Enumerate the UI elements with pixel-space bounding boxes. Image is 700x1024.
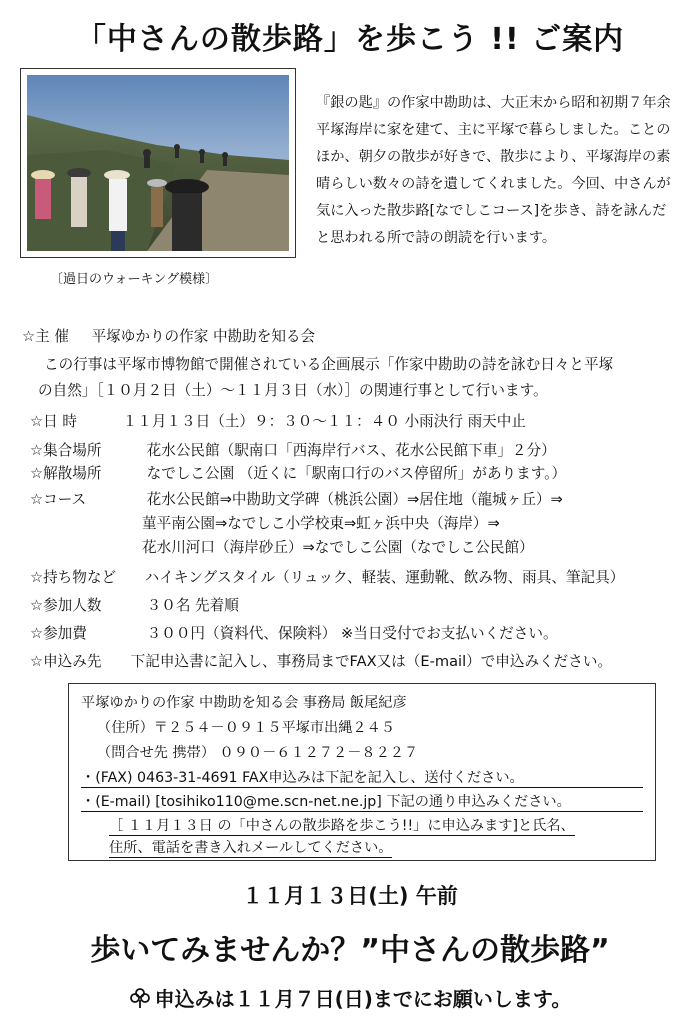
contact-office: 平塚ゆかりの作家 中勘助を知る会 事務局 飯尾紀彦 [81, 695, 407, 711]
page-title: 「中さんの散歩路」を歩こう !! ご案内 [75, 22, 625, 57]
course-line-2: 菫平南公園⇒なでしこ小学校東⇒虹ヶ浜中央（海岸）⇒ [142, 515, 500, 532]
walking-photo [20, 68, 296, 258]
participants-label: ☆参加人数 [30, 597, 102, 614]
schedule-label: ☆日 時 [30, 413, 77, 430]
contact-email-note-2: 住所、電話を書き入れメールしてください。 [109, 837, 392, 858]
course-line-3: 花水川河口（海岸砂丘）⇒なでしこ公園（なでしこ公民館） [142, 539, 534, 556]
course-label: ☆コース [30, 491, 87, 508]
contact-box [68, 683, 656, 861]
organizer-row [22, 327, 315, 347]
meeting-row [30, 441, 556, 461]
clover-icon [129, 987, 151, 1014]
meeting-label: ☆集合場所 [30, 442, 102, 459]
belongings-value: ハイキングスタイル（リュック、軽装、運動靴、飲み物、雨具、筆記具） [144, 569, 625, 586]
contact-phone: （問合せ先 携帯） ０９０－６１２７２－８２２７ [97, 745, 419, 761]
apply-row [30, 652, 612, 672]
belongings-label: ☆持ち物など [30, 569, 117, 586]
organizer-note-2: の自然」［１０月２日（土）～１１月３日（水）］の関連行事として行います。 [38, 382, 548, 399]
fee-label: ☆参加費 [30, 625, 87, 642]
walking-photo-image [27, 75, 289, 251]
intro-paragraph: 『銀の匙』の作家中勘助は、大正末から昭和初期７年余平塚海岸に家を建て、主に平塚で暮らしました。ことのほか、朝夕の散歩が好きで、散歩により、平塚海岸の素晴らしい数々の詩を遺してくれました。今回、中さんが気に入った散歩路[なでしこコース]を歩き、詩を詠んだと思われる所で詩の朗読を行います。 [316, 95, 671, 246]
schedule-row [30, 412, 526, 432]
dismissal-label: ☆解散場所 [30, 465, 102, 482]
contact-email[interactable]: ・(E-mail) [tosihiko110@me.scn-net.ne.jp] 下記の通り申込みください。 [81, 791, 643, 812]
schedule-value: １１月１３日（土）９：３０～１１：４０ 小雨決行 雨天中止 [122, 413, 526, 430]
belongings-row [30, 568, 624, 588]
event-date: １１月１３日(土) 午前 [242, 884, 458, 908]
contact-fax: ・(FAX) 0463-31-4691 FAX申込みは下記を記入し、送付ください。 [81, 767, 643, 788]
organizer-label: ☆主 催 [22, 328, 69, 345]
organizer-note-1: この行事は平塚市博物館で開催されている企画展示「作家中勘助の詩を詠む日々と平塚 [44, 356, 614, 373]
fee-row [30, 624, 558, 644]
participants-row [30, 596, 239, 616]
course-row [30, 490, 563, 510]
deadline [0, 983, 700, 1014]
course-line-1: 花水公民館⇒中勘助文学碑（桃浜公園）⇒居住地（龍城ヶ丘）⇒ [146, 491, 563, 508]
meeting-value: 花水公民館（駅南口「西海岸行バス、花水公民館下車」２分） [146, 442, 556, 459]
participants-value: ３０名 先着順 [146, 597, 239, 614]
contact-address: （住所）〒２５４－０９１５平塚市出縄２４５ [97, 720, 395, 736]
fee-value: ３００円（資料代、保険料） ※当日受付でお支払いください。 [146, 625, 558, 642]
dismissal-value: なでしこ公園 （近くに「駅南口行のバス停留所」があります。） [146, 465, 567, 482]
dismissal-row [30, 464, 566, 484]
apply-value: 下記申込書に記入し、事務局までFAX又は（E-mail）で申込みください。 [130, 653, 613, 670]
slogan: 歩いてみませんか？”中さんの散歩路” [90, 933, 610, 968]
organizer-value: 平塚ゆかりの作家 中勘助を知る会 [91, 328, 316, 345]
deadline-text: 申込みは１１月７日(日)までにお願いします。 [154, 987, 572, 1011]
contact-email-note-1: ［ １１月１３日 の「中さんの散歩路を歩こう!!」に申込みます]と氏名、 [109, 815, 575, 836]
photo-caption: 〔過日のウォーキング模様〕 [50, 272, 219, 287]
apply-label: ☆申込み先 [30, 653, 102, 670]
